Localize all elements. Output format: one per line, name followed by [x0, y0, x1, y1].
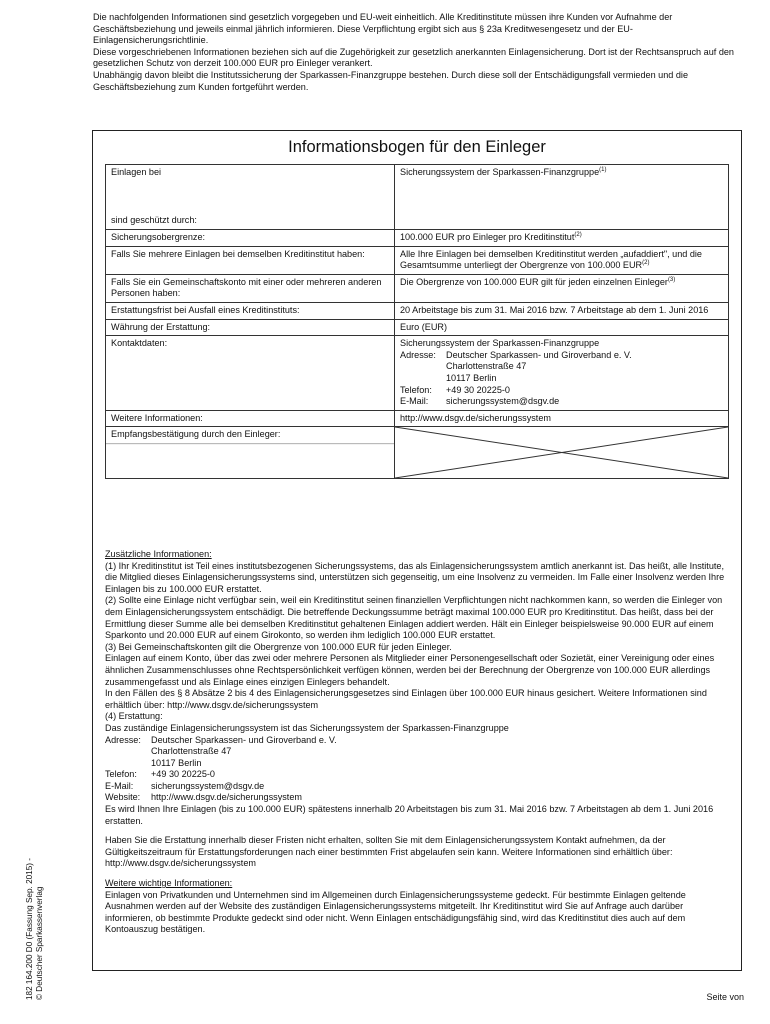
table-row: [106, 336, 729, 411]
adresse-line: 10117 Berlin: [151, 757, 202, 768]
gemeinschaftskonto-label: Falls Sie ein Gemeinschaftskonto mit einer oder mehreren anderen Personen haben:: [106, 274, 395, 302]
website-value: http://www.dsgv.de/sicherungssystem: [151, 792, 302, 803]
section-heading: Zusätzliche Informationen:: [105, 549, 212, 559]
kontaktdaten-value: [395, 336, 729, 411]
telefon-label: Telefon:: [105, 769, 137, 780]
geschuetzt-durch-label: sind geschützt durch:: [111, 215, 197, 226]
obergrenze-label: Sicherungsobergrenze:: [106, 230, 395, 247]
footnote-3: (3) Bei Gemeinschaftskonten gilt die Obergrenze von 100.000 EUR für jeden Einleger.: [105, 641, 452, 652]
erstattung-address: [105, 735, 731, 805]
adresse-line: Charlottenstraße 47: [151, 746, 232, 757]
footnote-ref: (2): [574, 231, 582, 238]
footnote-4: (4) Erstattung:: [105, 711, 163, 722]
table-row: [106, 246, 729, 274]
weitere-wichtige-informationen: Einlagen von Privatkunden und Unternehmen sind im Allgemeinen durch Einlagensicherungssysteme gedeckt. Für bestimmte Einlagen geltende Ausnahmen werden auf der Website des zuständigen Einlagensicherungssystems mitgeteilt. Ihr Kreditinstitut wird Sie auf Anfrage auch darüber informieren, ob bestimmte Produkte gedeckt sind oder nicht. Wenn Einlagen entschädigungsfähig sind, wird das Kreditinstitut dies auch auf dem Kontoauszug bestätigen.: [105, 889, 686, 935]
table-row: [106, 165, 729, 230]
gemeinschaftskonto-value: Die Obergrenze von 100.000 EUR gilt für jeden einzelnen Einleger: [400, 276, 668, 287]
footnote-ref: (2): [642, 260, 650, 267]
email-value: sicherungssystem@dsgv.de: [446, 396, 560, 407]
intro-text: [93, 12, 743, 93]
table-row: [106, 410, 729, 427]
cross-out-icon: [395, 427, 728, 478]
website-label: Website:: [105, 792, 141, 803]
kontakt-name: Sicherungssystem der Sparkassen-Finanzgruppe: [400, 338, 600, 349]
table-row: [106, 230, 729, 247]
table-cell: [395, 230, 729, 247]
erstattungsfrist-value: 20 Arbeitstage bis zum 31. Mai 2016 bzw. 7 Arbeitstage ab dem 1. Juni 2016: [395, 302, 729, 319]
empfangsbestaetigung-cell: [106, 427, 395, 479]
table-row: [106, 319, 729, 336]
telefon-label: Telefon:: [400, 384, 432, 395]
erstattungsfrist-label: Erstattungsfrist bei Ausfall eines Kreditinstituts:: [106, 302, 395, 319]
footnote-3-text: In den Fällen des § 8 Absätze 2 bis 4 des Einlagensicherungsgesetzes sind Einlagen über 100.000 EUR hinaus gesichert. Weitere Informationen sind erhältlich über: http://www.dsgv.de/sicherungssystem: [105, 688, 707, 710]
adresse-line: 10117 Berlin: [446, 372, 497, 383]
table-row: [106, 274, 729, 302]
adresse-line: Charlottenstraße 47: [446, 361, 527, 372]
mehrere-einlagen-value: Alle Ihre Einlagen bei demselben Kreditinstitut werden „aufaddiert", und die Gesamtsumme unterliegt der Obergrenze von 100.000 EUR: [400, 248, 702, 271]
table-cell: [395, 246, 729, 274]
waehrung-label: Währung der Erstattung:: [106, 319, 395, 336]
publisher-line: © Deutscher Sparkassenverlag: [35, 886, 44, 1000]
info-table: [105, 164, 729, 479]
footnote-ref: (3): [667, 276, 676, 283]
adresse-line: Deutscher Sparkassen- und Giroverband e. V.: [446, 349, 632, 360]
form-number: [25, 858, 45, 1000]
footnote-2: (2) Sollte eine Einlage nicht verfügbar sein, weil ein Kreditinstitut seinen finanziellen Verpflichtungen nicht nachkommen kann, so werden die Einleger von dem Einlagensicherungssystem entschädigt. Die betreffende Deckungssumme beträgt maximal 100.000 EUR pro Kreditinstitut. Das heißt, dass bei der Ermittlung dieser Summe alle bei demselben Kreditinstitut gehaltenen Einlagen addiert werden. Hält ein Einleger beispielsweise 90.000 EUR auf einem Sparkonto und 20.000 EUR auf einem Girokonto, so werden ihm lediglich 100.000 EUR erstattet.: [105, 595, 723, 641]
page-counter: Seite von: [706, 992, 744, 1002]
email-label: E-Mail:: [400, 396, 429, 407]
weitere-informationen-label: Weitere Informationen:: [106, 410, 395, 427]
telefon-value: +49 30 20225-0: [151, 769, 215, 780]
adresse-label: Adresse:: [400, 349, 436, 360]
page-title: Informationsbogen für den Einleger: [288, 138, 546, 156]
footnote-1: (1) Ihr Kreditinstitut ist Teil eines institutsbezogenen Sicherungssystems, das als Einlagensicherungssystem amtlich anerkannt ist. Das heißt, alle Institute, die Mitglied dieses Einlagensicherungssystems sind, unterstützen sich gegenseitig, um eine Insolvenz zu vermeiden. Im Falle einer Insolvenz werden Ihre Einlagen bis zu 100.000 EUR erstattet.: [105, 560, 725, 594]
intro-paragraph: Diese vorgeschriebenen Informationen beziehen sich auf die Zugehörigkeit zur gesetzlich anerkannten Einlagensicherung. Dort ist der Rechtsanspruch auf den gesetzlichen Schutz von derzeit 100.000 EUR pro Einleger verankert.: [93, 46, 734, 69]
zusaetzliche-informationen: [105, 549, 731, 936]
table-row: [106, 302, 729, 319]
footnote-ref: (1): [599, 166, 607, 173]
email-label: E-Mail:: [105, 780, 134, 791]
form-number-line: 182 164.200 D0 (Fassung Sep. 2015) -: [25, 857, 34, 1000]
kontakt-address: [400, 350, 723, 408]
adresse-label: Adresse:: [105, 734, 141, 745]
kontaktdaten-label: Kontaktdaten:: [106, 336, 395, 411]
mehrere-einlagen-label: Falls Sie mehrere Einlagen bei demselben Kreditinstitut haben:: [106, 246, 395, 274]
einlagen-bei-label: Einlagen bei: [111, 167, 162, 177]
intro-paragraph: Unabhängig davon bleibt die Institutssicherung der Sparkassen-Finanzgruppe bestehen. Durch diese soll der Entschädigungsfall vermieden und die Geschäftsbeziehung zum Kunden fortgeführt werden.: [93, 69, 689, 92]
email-value: sicherungssystem@dsgv.de: [151, 780, 265, 791]
table-row: [106, 427, 729, 479]
table-cell: [395, 165, 729, 230]
footnote-4-text: Haben Sie die Erstattung innerhalb dieser Fristen nicht erhalten, sollten Sie mit dem Einlagensicherungssystem Kontakt aufnehmen, da der Gültigkeitszeitraum für Erstattungsforderungen nach einer bestimmten Frist abgelaufen sein kann. Weitere Informationen sind erhältlich über: http://www.dsgv.de/sicherungssystem: [105, 835, 673, 869]
waehrung-value: Euro (EUR): [395, 319, 729, 336]
adresse-line: Deutscher Sparkassen- und Giroverband e. V.: [151, 734, 337, 745]
table-cell: [395, 274, 729, 302]
footnote-3-text: Einlagen auf einem Konto, über das zwei oder mehrere Personen als Mitglieder einer Personengesellschaft oder Sozietät, einer Vereinigung oder eines ähnlichen Zusammenschlusses ohne Rechtspersönlichkeit verfügen können, werden bei der Berechnung der Obergrenze von 100.000 EUR allerdings zusammengefasst und als Einlage eines einzigen Einlegers behandelt.: [105, 653, 715, 687]
table-cell: [106, 165, 395, 230]
empfangsbestaetigung-label: Empfangsbestätigung durch den Einleger:: [111, 429, 281, 440]
obergrenze-value: 100.000 EUR pro Einleger pro Kreditinstitut: [400, 232, 575, 242]
sicherungssystem-value: Sicherungssystem der Sparkassen-Finanzgruppe: [400, 167, 600, 177]
signature-field[interactable]: [395, 427, 729, 479]
telefon-value: +49 30 20225-0: [446, 384, 510, 395]
footnote-4-text: Es wird Ihnen Ihre Einlagen (bis zu 100.000 EUR) spätestens innerhalb 20 Arbeitstagen bis zum 31. Mai 2016 bzw. 7 Arbeitstagen ab dem 1. Juni 2016 erstatten.: [105, 804, 714, 826]
section-heading: Weitere wichtige Informationen:: [105, 878, 233, 889]
intro-paragraph: Die nachfolgenden Informationen sind gesetzlich vorgegeben und EU-weit einheitlich. Alle Kreditinstitute müssen ihre Kunden vor Aufnahme der Geschäftsbeziehung und jeweils einmal jährlich informieren. Diese Verpflichtung ergibt sich aus § 23a Kreditwesengesetz und der EU-Einlagensicherungsrichtlinie.: [93, 12, 673, 46]
weitere-informationen-link[interactable]: http://www.dsgv.de/sicherungssystem: [395, 410, 729, 427]
footnote-4-text: Das zuständige Einlagensicherungssystem ist das Sicherungssystem der Sparkassen-Finanzgruppe: [105, 722, 509, 733]
informationsbogen-box: [92, 130, 742, 971]
